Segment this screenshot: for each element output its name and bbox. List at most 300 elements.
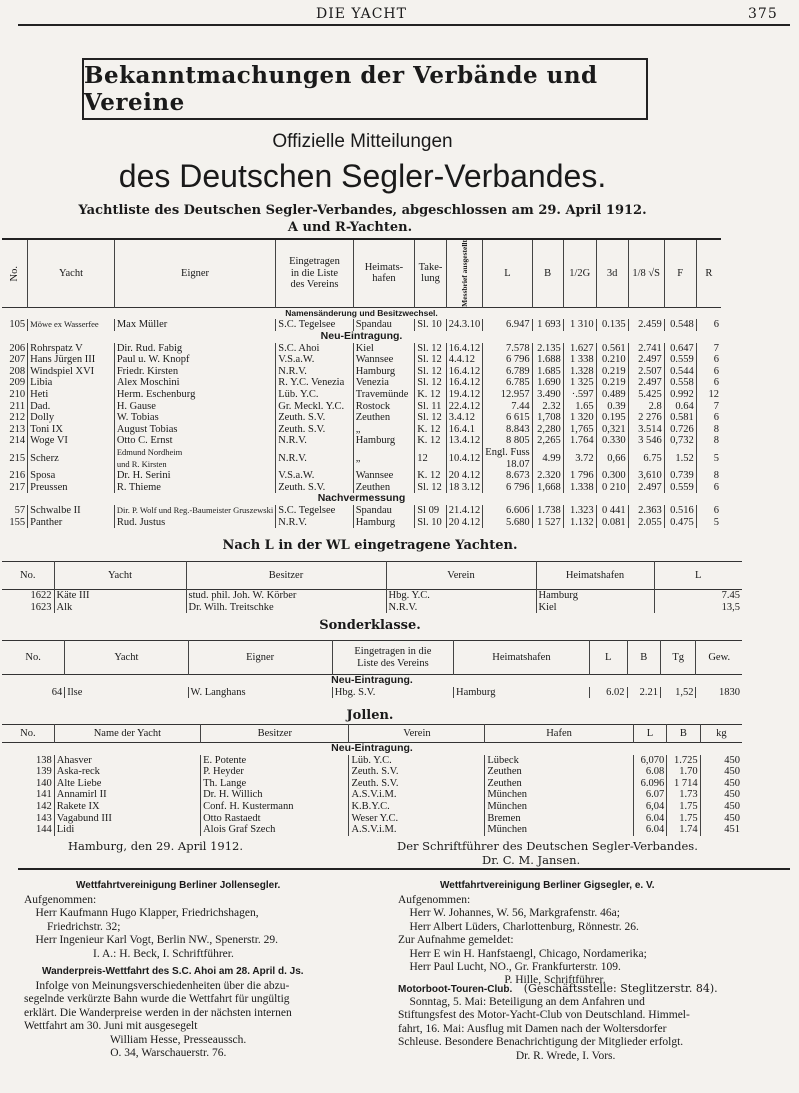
notice-line: Herr Ingenieur Karl Vogt, Berlin NW., Spenerstr. 29.	[24, 934, 279, 947]
table-cell: 6.08	[633, 766, 666, 778]
table-cell: 6	[696, 377, 721, 389]
table-cell: A.S.V.i.M.	[349, 789, 485, 801]
table-cell: A.S.V.i.M.	[349, 824, 485, 836]
table-row	[2, 766, 742, 778]
table-cell: K.B.Y.C.	[349, 801, 485, 813]
table-cell: 8.673	[483, 470, 532, 482]
notice-line: P. Hille, Schriftführer.	[398, 974, 606, 987]
notice-line: Wettfahrt am 30. Juni mit ausgesegelt	[24, 1020, 198, 1033]
table-cell: Th. Lange	[201, 778, 349, 790]
table-cell: E. Potente	[201, 755, 349, 767]
table-row	[2, 801, 742, 813]
table-cell: 20 4.12	[446, 470, 483, 482]
wl-header: Besitzer	[186, 562, 386, 590]
table-cell: Sl. 12	[415, 482, 447, 494]
table-cell: 1 320	[563, 412, 596, 424]
table-cell: Dr. H. Serini	[114, 470, 275, 482]
table-cell: 1 714	[667, 778, 700, 790]
table-cell: 0.581	[664, 412, 696, 424]
table-cell: 138	[36, 754, 52, 766]
table-cell: 4.4.12	[446, 354, 483, 366]
table-cell: 0.475	[664, 517, 696, 529]
table-cell: München	[485, 789, 633, 801]
notice-line: Sonntag, 5. Mai: Beteiligung an dem Anfahren und	[398, 996, 645, 1008]
table-cell: Hamburg	[454, 687, 590, 699]
table-cell: Lübeck	[485, 755, 633, 767]
table-cell: 0.726	[664, 424, 696, 436]
table-cell: 208	[9, 365, 26, 377]
yachtliste-title: Yachtliste des Deutschen Segler-Verbandes, abgeschlossen am 29. April 1912.	[78, 203, 647, 218]
table-cell: 13.4.12	[446, 435, 483, 447]
sonder-header: No.	[25, 651, 41, 663]
table-cell: Annamirl II	[54, 789, 200, 801]
table-cell: 0.558	[664, 377, 696, 389]
table-cell: 211	[9, 400, 26, 412]
table-cell: 8.843	[483, 424, 532, 436]
table-cell: 1.70	[667, 766, 700, 778]
table-cell: 4.99	[532, 447, 563, 470]
table-cell: Dad.	[28, 401, 115, 413]
table-row	[2, 354, 721, 366]
table-cell: Lüb. Y.C.	[276, 389, 353, 401]
table-cell: 6	[696, 505, 721, 517]
notice-line: fahrt, 16. Mai: Ausflug mit Damen nach der Woltersdorfer	[398, 1022, 667, 1035]
table-cell: 213	[9, 423, 26, 435]
table-cell: Sl. 12	[415, 354, 447, 366]
table-row	[2, 343, 721, 355]
table-cell: 142	[36, 800, 52, 812]
table-cell: 21.4.12	[446, 505, 483, 517]
table-cell: Zeuth. S.V.	[276, 424, 353, 436]
notice-line: segelnde verkürzte Bahn wurde die Wettfahrt für ungültig	[24, 993, 290, 1006]
table-cell: 6	[696, 366, 721, 378]
table-cell: 0.195	[596, 412, 628, 424]
table-cell: 5.680	[483, 517, 532, 529]
table-cell: 6 796	[483, 354, 532, 366]
table-cell: N.R.V.	[276, 447, 353, 470]
notice-line: Stiftungsfest des Motor-Yacht-Club von Deutschland. Himmel-	[398, 1009, 690, 1022]
table-row	[2, 755, 742, 767]
table-cell: 22.4.12	[446, 401, 483, 413]
table-cell: 2,280	[532, 424, 563, 436]
table-cell: N.R.V.	[276, 517, 353, 529]
table-cell: Alois Graf Szech	[201, 824, 349, 836]
table-cell: „	[353, 424, 415, 436]
table-cell: P. Heyder	[201, 766, 349, 778]
jollen-header: Verein	[349, 725, 485, 743]
table-cell: 1.764	[563, 435, 596, 447]
table-cell: S.C. Ahoi	[276, 343, 353, 355]
sonder-title: Sonderklasse.	[319, 618, 421, 633]
ar-header: Yacht	[28, 240, 115, 307]
table-cell: Rakete IX	[54, 801, 200, 813]
table-cell: 3.4.12	[446, 412, 483, 424]
table-cell: 6.606	[483, 505, 532, 517]
left-notice-2	[24, 980, 292, 1060]
table-cell: 217	[9, 481, 26, 493]
table-cell: 6.096	[633, 778, 666, 790]
ar-subtitle: A und R-Yachten.	[287, 220, 413, 235]
table-cell: Lüb. Y.C.	[349, 755, 485, 767]
table-row	[2, 424, 721, 436]
table-cell: 2.741	[628, 343, 664, 355]
table-cell: Sposa	[28, 470, 115, 482]
table-cell: Max Müller	[114, 319, 275, 331]
table-cell: 3 546	[628, 435, 664, 447]
right-notice-1	[398, 894, 647, 988]
table-cell: Travemünde	[353, 389, 415, 401]
table-row	[2, 789, 742, 801]
table-cell: Hans Jürgen III	[28, 354, 115, 366]
jollen-header: Name der Yacht	[54, 725, 200, 743]
table-cell: Rud. Justus	[114, 517, 275, 529]
wl-header: No.	[20, 569, 36, 581]
wl-yacht-table	[2, 561, 742, 613]
table-cell: Windspiel XVI	[28, 366, 115, 378]
table-cell: „	[353, 447, 415, 470]
table-cell: Sl. 11	[415, 401, 447, 413]
table-cell: 209	[9, 377, 26, 389]
table-cell: Sl 09	[415, 505, 447, 517]
official-heading-1: Offizielle Mitteilungen	[272, 131, 453, 152]
table-cell: 1.65	[563, 401, 596, 413]
table-cell: 0.561	[596, 343, 628, 355]
right-notice-2	[398, 996, 690, 1063]
table-cell: Zeuthen	[485, 766, 633, 778]
table-cell: S.C. Tegelsee	[276, 505, 353, 517]
page-number: 375	[748, 6, 778, 22]
sonder-header: Eingetragen in die Liste des Vereins	[332, 641, 453, 675]
table-cell: 451	[700, 824, 742, 836]
table-cell: Weser Y.C.	[349, 813, 485, 825]
table-cell: R. Y.C. Venezia	[276, 377, 353, 389]
notice-line: Zur Aufnahme gemeldet:	[398, 934, 514, 947]
jollen-header: kg	[700, 725, 742, 743]
table-cell: 6	[696, 482, 721, 494]
table-cell: 6	[696, 412, 721, 424]
table-cell: München	[485, 824, 633, 836]
table-cell: Sl. 10	[415, 517, 447, 529]
table-cell: W. Langhans	[188, 687, 332, 699]
table-cell: W. Tobias	[114, 412, 275, 424]
ar-header: B	[532, 240, 563, 307]
table-cell: 0.992	[664, 389, 696, 401]
table-cell: 1622	[30, 590, 52, 601]
table-cell: 207	[9, 354, 26, 366]
table-cell: 1,708	[532, 412, 563, 424]
table-cell: Conf. H. Kustermann	[201, 801, 349, 813]
table-cell: 6 615	[483, 412, 532, 424]
table-cell: Rostock	[353, 401, 415, 413]
table-cell: 8	[696, 424, 721, 436]
signoff-line-2: Dr. C. M. Jansen.	[482, 853, 581, 867]
table-cell: 206	[9, 342, 26, 354]
sonder-header: L	[589, 641, 627, 675]
table-cell: Zeuthen	[353, 482, 415, 494]
table-cell: 1.323	[563, 505, 596, 517]
table-cell: 12	[696, 389, 721, 401]
table-row	[2, 377, 721, 389]
table-cell: Alex Moschini	[114, 377, 275, 389]
table-cell: 0,66	[596, 447, 628, 470]
section-row	[2, 307, 721, 319]
table-cell: 7.578	[483, 343, 532, 355]
table-cell: N.R.V.	[386, 602, 536, 614]
motorboot-heading: Motorboot-Touren-Club.	[398, 984, 513, 995]
table-cell: 0.548	[664, 319, 696, 331]
ar-header-text: Messbrief ausgestellt	[459, 240, 469, 307]
table-cell: Wannsee	[353, 470, 415, 482]
notice-line: Herr E win H. Hanfstaengl, Chicago, Nordamerika;	[398, 947, 647, 960]
table-cell: Sl. 12	[415, 412, 447, 424]
jollen-header: No.	[20, 727, 36, 739]
place-date: Hamburg, den 29. April 1912.	[68, 839, 243, 853]
table-cell: 6,070	[633, 755, 666, 767]
table-cell: 0.135	[596, 319, 628, 331]
table-cell: Paul u. W. Knopf	[114, 354, 275, 366]
left-heading-2: Wanderpreis-Wettfahrt des S.C. Ahoi am 28. April d. Js.	[42, 966, 304, 977]
table-cell: Hamburg	[353, 366, 415, 378]
table-cell: 215	[9, 452, 26, 464]
table-cell: 0.489	[596, 389, 628, 401]
table-cell: 18 3.12	[446, 482, 483, 494]
table-cell: 450	[700, 766, 742, 778]
jollen-header: B	[667, 725, 700, 743]
table-cell: 7.44	[483, 401, 532, 413]
table-cell: Ilse	[65, 687, 188, 699]
notice-line: Dr. R. Wrede, I. Vors.	[398, 1049, 616, 1062]
table-cell: Alk	[54, 602, 186, 614]
table-cell: 0.39	[596, 401, 628, 413]
table-row	[2, 470, 721, 482]
table-cell: 2.497	[628, 354, 664, 366]
table-cell: 20 4.12	[446, 517, 483, 529]
signoff-line-1: Der Schriftführer des Deutschen Segler-Verbandes.	[397, 839, 698, 853]
table-cell: 3.72	[563, 447, 596, 470]
table-cell: Edmund Nordheim und R. Kirsten	[114, 447, 275, 470]
table-cell: 3.490	[532, 389, 563, 401]
table-cell: K. 12	[415, 389, 447, 401]
ar-header: L	[483, 240, 532, 307]
table-cell: N.R.V.	[276, 366, 353, 378]
wl-header: Verein	[386, 562, 536, 590]
table-cell: 6,04	[633, 801, 666, 813]
left-heading-1: Wettfahrtvereinigung Berliner Jollensegler.	[76, 880, 281, 891]
table-cell: 1.74	[667, 824, 700, 836]
table-cell: 0.210	[596, 354, 628, 366]
table-row	[2, 505, 721, 517]
section-title: Neu-Eintragung.	[331, 674, 413, 686]
table-cell: Möwe ex Wasserfee	[28, 319, 115, 331]
table-cell: Hbg. S.V.	[332, 687, 453, 699]
table-cell: 6.07	[633, 789, 666, 801]
table-cell: 140	[36, 777, 52, 789]
table-row	[2, 590, 742, 602]
table-cell: ·.597	[563, 389, 596, 401]
notice-line: William Hesse, Presseaussch.	[24, 1033, 247, 1046]
section-row	[2, 493, 721, 505]
table-cell: R. Thieme	[114, 482, 275, 494]
table-cell: Ahasver	[54, 755, 200, 767]
table-cell: 1.52	[664, 447, 696, 470]
table-cell: 1 693	[532, 319, 563, 331]
section-title: Namensänderung und Besitzwechsel.	[285, 307, 438, 318]
jollen-header: Besitzer	[201, 725, 349, 743]
ar-header: Take- lung	[415, 240, 447, 307]
table-cell: 450	[700, 755, 742, 767]
jollen-table	[2, 724, 742, 836]
table-cell: Dir. P. Wolf und Reg.-Baumeister Gruszewski	[114, 505, 275, 517]
table-cell: 1.685	[532, 366, 563, 378]
table-cell: 450	[700, 789, 742, 801]
table-cell: 2.320	[532, 470, 563, 482]
table-cell: Hamburg	[353, 517, 415, 529]
table-row	[2, 602, 742, 614]
section-banner: Bekanntmachungen der Verbände und Vereine	[82, 58, 648, 120]
notice-line: Schleuse. Besondere Benachrichtigung der Mitglieder erfolgt.	[398, 1036, 684, 1049]
table-cell: Alte Liebe	[54, 778, 200, 790]
table-cell: 64	[51, 686, 63, 698]
section-title: Nachvermessung	[317, 492, 406, 505]
journal-title: DIE YACHT	[316, 6, 407, 22]
table-cell: 105	[9, 319, 26, 331]
table-cell: 1.73	[667, 789, 700, 801]
table-cell: 5	[696, 517, 721, 529]
notice-line: Herr W. Johannes, W. 56, Markgrafenstr. 46a;	[398, 907, 620, 920]
section-title: Neu-Eintragung.	[331, 742, 413, 754]
wl-title: Nach L in der WL eingetragene Yachten.	[222, 538, 518, 553]
table-cell: 0,732	[664, 435, 696, 447]
table-cell: 6.04	[633, 813, 666, 825]
ar-header	[446, 240, 483, 307]
table-cell: 2.507	[628, 366, 664, 378]
ar-header: Heimats- hafen	[353, 240, 415, 307]
table-cell: 0 210	[596, 482, 628, 494]
right-heading-1: Wettfahrtvereinigung Berliner Gigsegler, e. V.	[440, 880, 655, 891]
table-cell: Kiel	[536, 602, 654, 614]
table-cell: V.S.a.W.	[276, 354, 353, 366]
table-cell: 16.4.12	[446, 377, 483, 389]
table-cell: 0.559	[664, 354, 696, 366]
table-cell: 2 276	[628, 412, 664, 424]
table-cell: 1.338	[563, 482, 596, 494]
right-heading-2	[398, 982, 718, 995]
table-row	[2, 389, 721, 401]
table-cell: 6.947	[483, 319, 532, 331]
table-cell: Scherz	[28, 447, 115, 470]
table-cell: Sl. 12	[415, 343, 447, 355]
wl-header: L	[654, 562, 742, 590]
table-cell: 1.627	[563, 343, 596, 355]
table-cell: Preussen	[28, 482, 115, 494]
table-cell: 2,265	[532, 435, 563, 447]
table-row	[2, 687, 742, 699]
table-cell: Gr. Meckl. Y.C.	[276, 401, 353, 413]
sonder-header: Eigner	[188, 641, 332, 675]
table-cell: Käte III	[54, 590, 186, 602]
table-cell: 143	[36, 812, 52, 824]
table-cell: Otto Rastaedt	[201, 813, 349, 825]
motorboot-office: (Geschäftsstelle: Steglitzerstr. 84).	[523, 982, 718, 995]
table-cell: 2.363	[628, 505, 664, 517]
sonderklasse-table	[2, 640, 742, 698]
table-cell: Lidi	[54, 824, 200, 836]
table-cell: 1.132	[563, 517, 596, 529]
table-cell: Sl. 12	[415, 377, 447, 389]
table-cell: 1,52	[660, 687, 696, 699]
official-heading-2: des Deutschen Segler-Verbandes.	[118, 158, 607, 194]
sonder-header: Tg	[660, 641, 696, 675]
table-cell: 212	[9, 412, 26, 424]
notice-line: Friedrichstr. 32;	[24, 920, 121, 933]
table-row	[2, 412, 721, 424]
table-cell: Zeuth. S.V.	[349, 778, 485, 790]
table-cell: N.R.V.	[276, 435, 353, 447]
notice-line: Aufgenommen:	[24, 894, 97, 906]
table-cell: Wannsee	[353, 354, 415, 366]
table-cell: 1,668	[532, 482, 563, 494]
table-cell: 16.4.12	[446, 343, 483, 355]
sonder-header: Yacht	[65, 641, 188, 675]
table-cell: 1.738	[532, 505, 563, 517]
ar-yacht-table	[2, 240, 721, 528]
table-cell: Friedr. Kirsten	[114, 366, 275, 378]
table-cell: Woge VI	[28, 435, 115, 447]
table-cell: 1 325	[563, 377, 596, 389]
table-cell: Zeuthen	[353, 412, 415, 424]
table-cell: 1.690	[532, 377, 563, 389]
table-cell: Dir. Rud. Fabig	[114, 343, 275, 355]
sonder-header: Gew.	[696, 641, 742, 675]
table-cell: 1 338	[563, 354, 596, 366]
table-cell: 0 441	[596, 505, 628, 517]
notice-line: I. A.: H. Beck, I. Schriftführer.	[24, 947, 234, 960]
table-row	[2, 435, 721, 447]
table-cell: Venezia	[353, 377, 415, 389]
table-cell: 450	[700, 778, 742, 790]
table-cell: Kiel	[353, 343, 415, 355]
section-title: Neu-Eintragung.	[320, 330, 403, 343]
ar-header: Eingetragen in die Liste des Vereins	[276, 240, 353, 307]
table-cell: Engl. Fuss 18.07	[483, 447, 532, 470]
table-row	[2, 447, 721, 470]
notice-line: Infolge von Meinungsverschiedenheiten über die abzu-	[24, 980, 290, 992]
table-cell: V.S.a.W.	[276, 470, 353, 482]
table-cell: 2.055	[628, 517, 664, 529]
notice-line: Aufgenommen:	[398, 894, 471, 906]
table-cell: Dr. Wilh. Treitschke	[186, 602, 386, 614]
table-cell: 0.647	[664, 343, 696, 355]
table-cell: 5.425	[628, 389, 664, 401]
table-cell: Zeuth. S.V.	[276, 412, 353, 424]
table-cell: 216	[9, 470, 26, 482]
table-cell: 12	[415, 447, 447, 470]
ar-header: Eigner	[114, 240, 275, 307]
table-cell: K. 12	[415, 424, 447, 436]
sonder-header: B	[627, 641, 660, 675]
table-cell: Zeuthen	[485, 778, 633, 790]
jollen-header: L	[633, 725, 666, 743]
table-cell: Toni IX	[28, 424, 115, 436]
ar-header: F	[664, 240, 696, 307]
table-cell: 13,5	[654, 602, 742, 614]
table-cell: Herm. Eschenburg	[114, 389, 275, 401]
table-cell: 1.75	[667, 801, 700, 813]
table-cell: 0.559	[664, 482, 696, 494]
table-cell: 16.4.12	[446, 366, 483, 378]
table-cell: 1 527	[532, 517, 563, 529]
table-cell: Dolly	[28, 412, 115, 424]
